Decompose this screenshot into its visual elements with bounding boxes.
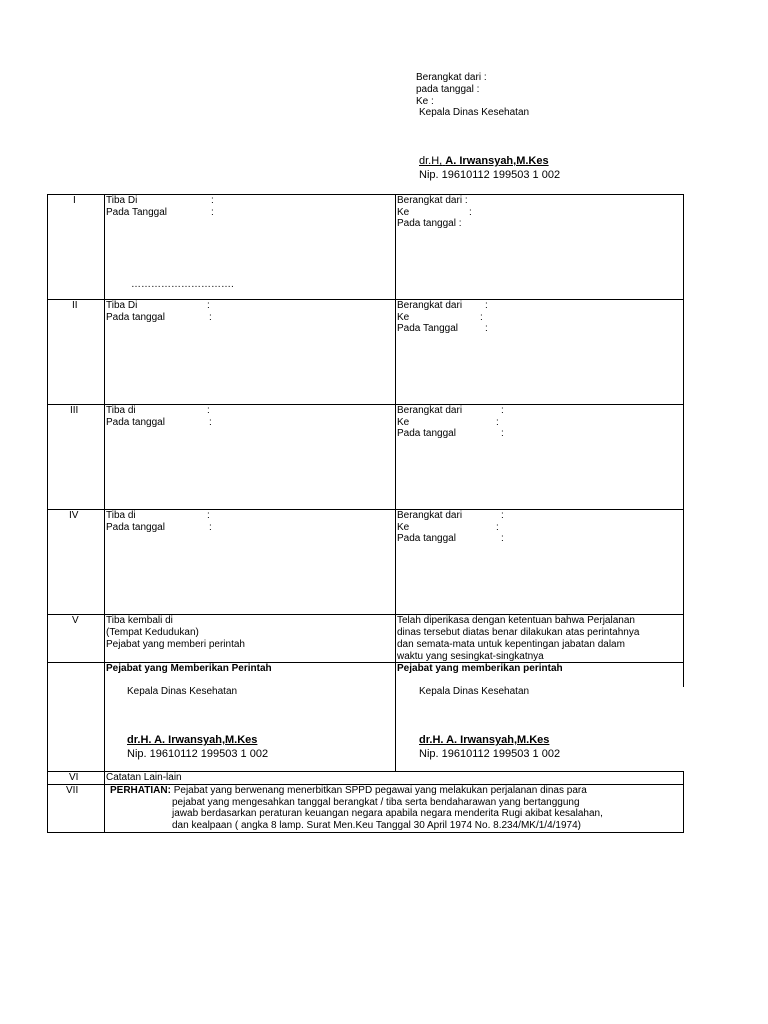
row5-tempat-kedudukan: (Tempat Kedudukan) (106, 627, 199, 638)
row1-pada-tanggal-label: Pada tanggal : (397, 218, 462, 229)
row2-tanggal-colon: : (209, 312, 212, 323)
row1-tiba-colon: : (211, 195, 214, 206)
header-nip: Nip. 19610112 199503 1 002 (419, 169, 561, 181)
row4-tiba-label: Tiba di (106, 510, 136, 521)
right-signature-kepala: Kepala Dinas Kesehatan (419, 686, 530, 697)
right-signature-title: Pejabat yang memberikan perintah (397, 663, 563, 674)
header-signatory-name: A. Irwansyah,M.Kes (445, 155, 549, 167)
row1-signature-dots: …………………………. (131, 279, 234, 290)
row-number-5: V (72, 615, 79, 626)
row5-statement-line-2: dinas tersebut diatas benar dilakukan atas perintahnya (397, 627, 640, 638)
row-number-1: I (73, 195, 76, 206)
row2-berangkat-label: Berangkat dari (397, 300, 463, 311)
row3-tanggal-label: Pada tanggal (106, 417, 165, 428)
grid-line (104, 194, 105, 833)
header-signatory (419, 156, 549, 167)
header-pada-tanggal: pada tanggal : (416, 84, 480, 95)
header-kepala-dinas: Kepala Dinas Kesehatan (419, 107, 530, 118)
grid-line (47, 299, 684, 300)
perhatian-line-4: dan kealpaan ( angka 8 lamp. Surat Men.Keu Tanggal 30 April 1974 No. 8.234/MK/1/4/1974) (172, 820, 581, 831)
row-number-6: VI (69, 772, 79, 783)
row3-pada-tanggal-colon: : (501, 428, 504, 439)
grid-line (395, 194, 396, 772)
row1-ke-label: Ke (397, 207, 410, 218)
row5-pejabat: Pejabat yang memberi perintah (106, 639, 245, 650)
row1-tanggal-colon: : (211, 207, 214, 218)
row-number-2: II (72, 300, 78, 311)
header-ke: Ke : (416, 96, 434, 107)
row5-tiba-kembali: Tiba kembali di (106, 615, 173, 626)
row3-tiba-colon: : (207, 405, 210, 416)
header-signatory-prefix: dr.H, (419, 155, 443, 167)
row1-berangkat-label: Berangkat dari : (397, 195, 468, 206)
row4-ke-label: Ke (397, 522, 410, 533)
row5-statement-line-1: Telah diperikasa dengan ketentuan bahwa Perjalanan (397, 615, 635, 626)
row4-berangkat-label: Berangkat dari (397, 510, 463, 521)
row1-tanggal-label: Pada Tanggal (106, 207, 167, 218)
row2-berangkat-colon: : (485, 300, 488, 311)
row3-ke-colon: : (496, 417, 499, 428)
row-number-4: IV (69, 510, 79, 521)
grid-line (683, 194, 684, 687)
perhatian-text-1: Pejabat yang berwenang menerbitkan SPPD pegawai yang melakukan perjalanan dinas para (173, 785, 587, 796)
row4-tanggal-colon: : (209, 522, 212, 533)
header-berangkat-dari: Berangkat dari : (416, 72, 487, 83)
grid-line (47, 509, 684, 510)
row-number-7: VII (66, 785, 79, 796)
perhatian-line-3: jawab berdasarkan peraturan keuangan negara apabila negara menderita Rugi akibat kesalahan, (172, 808, 603, 819)
row2-ke-label: Ke (397, 312, 410, 323)
row4-pada-tanggal-label: Pada tanggal (397, 533, 456, 544)
row3-tanggal-colon: : (209, 417, 212, 428)
row4-pada-tanggal-colon: : (501, 533, 504, 544)
perhatian-label: PERHATIAN: (110, 785, 171, 796)
row1-tiba-label: Tiba Di (106, 195, 138, 206)
grid-line (47, 194, 48, 833)
row1-ke-colon: : (469, 207, 472, 218)
row3-berangkat-colon: : (501, 405, 504, 416)
row4-ke-colon: : (496, 522, 499, 533)
row3-ke-label: Ke (397, 417, 410, 428)
row3-berangkat-label: Berangkat dari (397, 405, 463, 416)
row2-pada-tanggal-colon: : (485, 323, 488, 334)
row2-ke-colon: : (480, 312, 483, 323)
row4-tiba-colon: : (207, 510, 210, 521)
row4-tanggal-label: Pada tanggal (106, 522, 165, 533)
grid-line (47, 404, 684, 405)
row6-catatan: Catatan Lain-lain (106, 772, 182, 783)
row4-berangkat-colon: : (501, 510, 504, 521)
left-signature-kepala: Kepala Dinas Kesehatan (127, 686, 238, 697)
grid-line (683, 771, 684, 833)
right-signature-name: dr.H. A. Irwansyah,M.Kes (419, 734, 550, 746)
row5-statement-line-3: dan semata-mata untuk kepentingan jabatan dalam (397, 639, 625, 650)
right-signature-nip: Nip. 19610112 199503 1 002 (419, 748, 561, 760)
row3-tiba-label: Tiba di (106, 405, 136, 416)
grid-line (47, 832, 684, 833)
row-number-3: III (70, 405, 79, 416)
perhatian-line-1 (110, 786, 587, 796)
row5-statement-line-4: waktu yang sesingkat-singkatnya (397, 651, 544, 662)
row3-pada-tanggal-label: Pada tanggal (397, 428, 456, 439)
grid-line (47, 194, 684, 195)
row2-tanggal-label: Pada tanggal (106, 312, 165, 323)
left-signature-name: dr.H. A. Irwansyah,M.Kes (127, 734, 258, 746)
row2-tiba-colon: : (207, 300, 210, 311)
row2-tiba-label: Tiba Di (106, 300, 138, 311)
perhatian-line-2: pejabat yang mengesahkan tanggal berangkat / tiba serta bendaharawan yang bertanggung (172, 797, 580, 808)
row2-pada-tanggal-label: Pada Tanggal (397, 323, 458, 334)
left-signature-title: Pejabat yang Memberikan Perintah (106, 663, 272, 674)
left-signature-nip: Nip. 19610112 199503 1 002 (127, 748, 269, 760)
